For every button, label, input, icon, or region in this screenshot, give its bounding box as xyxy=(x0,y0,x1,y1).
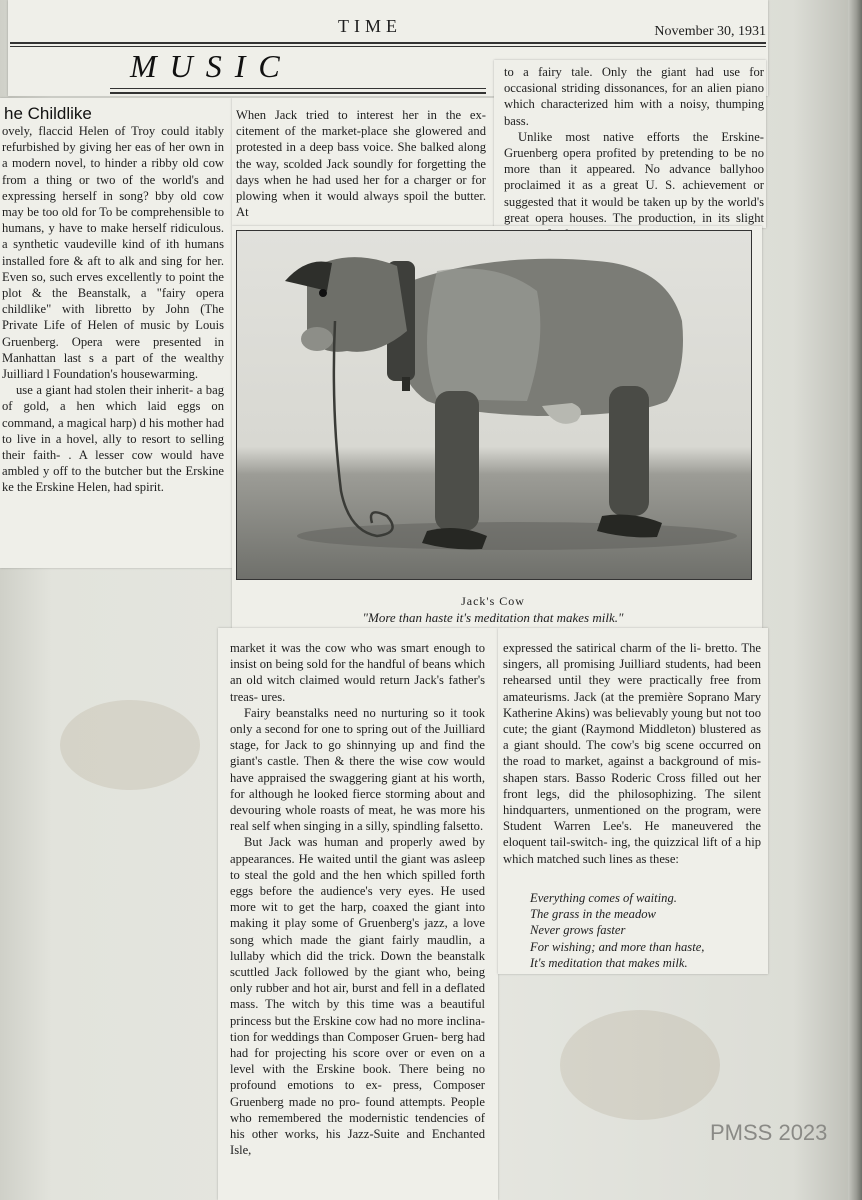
photo-caption-title: Jack's Cow xyxy=(461,594,525,608)
paper-stain xyxy=(560,1010,720,1120)
paragraph: But Jack was human and properly awed by appearances. He waited until the giant was asleep to steal the gold and the hen which spilled forth eggs before the audience's very eyes. He used more wit to get the harp, coaxed the giant into making it play some of Gruenberg's jazz, a love song which made the giant fairly maudlin, a lullaby which did the trick. Down the beanstalk scuttled Jack followed by the giant who, being only rubber and hot air, burst and fell in a deflated mass. The witch by this time was a beautiful princess but the Erskine cow had no more inclina- tion for weddings than Composer Gruen- berg had had for projecting his score over or even on a level with the Erskine book. There being no profound emotions to ex- press, Composer Gruenberg made no pro- found attempts. People who remembered the modernistic tendencies of his other works, his Jazz-Suite and Enchanted Isle, xyxy=(230,835,485,1158)
cow-costume-illustration xyxy=(237,231,751,579)
watermark: PMSS 2023 xyxy=(710,1120,828,1145)
header-rule xyxy=(10,42,766,44)
paragraph: When Jack tried to interest her in the ex- citement of the market-place she glowered and protested in a deep bass voice. She balked along the way, scolded Jack soundly for forgetting the days when he had used her for a charger or for plowing when it would always spoil the butter. At xyxy=(236,108,486,220)
paragraph: use a giant had stolen their inherit- a bag of gold, a hen which laid eggs on command, a magical harp) d his mother had to live in a hovel, ally to resort to selling their faith- . A lesser cow would have ambled y off to the butcher but the Erskine ke the Erskine Helen, had spirit. xyxy=(2,383,224,495)
verse-line: For wishing; and more than haste, xyxy=(530,939,705,954)
section-title: MUSIC xyxy=(130,48,293,84)
paragraph: ovely, flaccid Helen of Troy could itably refurbished by giving her eas of her own in a modern novel, to hinder a ribby old cow from a thing or two of the world's and expressing herself in song? bby old cow may be too old for To be comprehensible to humans, y have to make herself ridiculous. a synthetic vaudeville kind of ith humans installed fore & aft to alk and sing for her. Even so, such erves excellently to point the plot & the Beanstalk, a "fairy opera childlike" with libretto by John (The Private Life of Helen of music by Louis Gruenberg. Opera were presented in Manhattan last s a part of the wealthy Juilliard l Foundation's housewarming. xyxy=(2,124,224,382)
paragraph: Unlike most native efforts the Erskine- Gruenberg opera profited by pretending to be no more than it appeared. No advance ballyhoo proclaimed it as a great U. S. achievement or suggested that it would be taken up by the world's great opera houses. The production, in its slight xyxy=(504,129,764,225)
paragraph: Fairy beanstalks need no nurturing so it took only a second for one to spring out of the Juilliard stage, for Jack to go shinnying up and find the giant's castle. Then & there the wise cow would have appraised the swaggering giant at his worth, for although he looked fierce storming about and devouring whole roasts of meat, he was more his real self when singing in a silly, spindling falsetto. xyxy=(230,705,485,834)
article-body-left xyxy=(230,640,485,1200)
issue-date: November 30, 1931 xyxy=(654,24,766,39)
article-column-right xyxy=(504,64,764,226)
cow-photo xyxy=(236,230,752,580)
section-rule xyxy=(110,92,486,94)
article-body-right xyxy=(503,640,761,866)
article-column-left xyxy=(2,123,224,543)
verse-line: Never grows faster xyxy=(530,923,626,938)
paper-stain xyxy=(60,700,200,790)
page-edge xyxy=(848,0,862,1200)
section-rule xyxy=(110,88,486,89)
verse-quote xyxy=(530,890,760,971)
paragraph: market it was the cow who was smart enough to insist on being sold for the handful of beans which an old witch claimed would return Jack's father's treas- ures. xyxy=(230,641,485,704)
article-column-middle xyxy=(236,107,486,223)
paragraph: to a fairy tale. Only the giant had use for occasional striding dissonances, for an alien piano which characterized him with a noisy, thumping bass. xyxy=(504,65,764,128)
article-title: he Childlike xyxy=(4,104,92,123)
masthead: TIME xyxy=(338,16,402,36)
photo-caption-quote: "More than haste it's meditation that makes milk." xyxy=(362,610,624,625)
header-rule xyxy=(10,46,766,47)
verse-line: The grass in the meadow xyxy=(530,907,656,922)
paragraph: expressed the satirical charm of the li- bretto. The singers, all promising Juilliard students, had been rehearsed until they were practically free from amateurisms. Jack (at the première Soprano Mary Katherine Akins) was believably young but not too cute; the giant (Raymond Middleton) blustered as a giant should. The cow's big scene occurred on the road to market, against a background of mis- shapen stars. Basso Roderic Cross filled out her front legs, did the philosophizing. The silent hindquarters, unmentioned on the program, were Student Warren Lee's. He maneuvered the eloquent tail-switch- ing, the quizzical lift of a hip which matched such lines as these: xyxy=(503,641,761,866)
verse-line: It's meditation that makes milk. xyxy=(530,955,688,970)
verse-line: Everything comes of waiting. xyxy=(530,891,677,905)
